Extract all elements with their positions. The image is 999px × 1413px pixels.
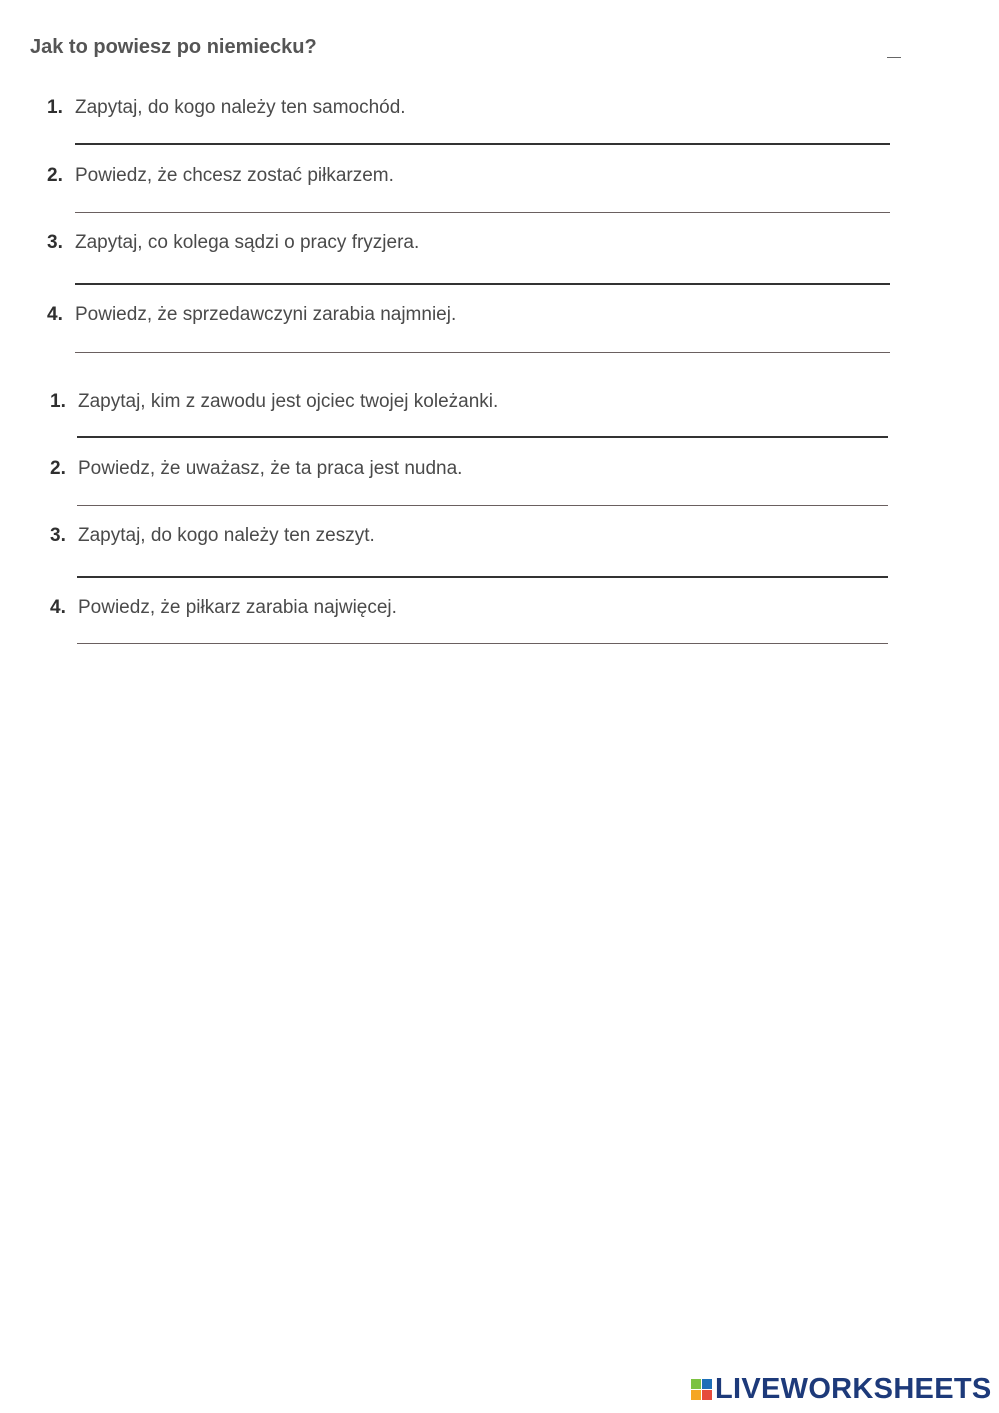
- logo-square-icon: [702, 1379, 712, 1389]
- answer-field-1-2[interactable]: [75, 212, 890, 213]
- logo-square-icon: [702, 1390, 712, 1400]
- question-number: 2.: [50, 458, 66, 479]
- question-number: 3.: [50, 525, 66, 546]
- question-text: Zapytaj, do kogo należy ten zeszyt.: [78, 525, 375, 546]
- question-number: 2.: [47, 165, 63, 186]
- liveworksheets-logo[interactable]: [691, 1373, 992, 1406]
- logo-grid-icon: [691, 1379, 712, 1400]
- logo-square-icon: [691, 1379, 701, 1389]
- question-text: Powiedz, że sprzedawczyni zarabia najmniej.: [75, 304, 457, 325]
- question-text: Zapytaj, co kolega sądzi o pracy fryzjera.: [75, 232, 420, 253]
- question-text: Powiedz, że piłkarz zarabia najwięcej.: [78, 597, 397, 618]
- question-text: Zapytaj, kim z zawodu jest ojciec twojej koleżanki.: [78, 391, 499, 412]
- question-text: Zapytaj, do kogo należy ten samochód.: [75, 97, 406, 118]
- question-number: 4.: [47, 304, 63, 325]
- question-text: Powiedz, że chcesz zostać piłkarzem.: [75, 165, 394, 186]
- answer-field-2-3[interactable]: [77, 576, 888, 578]
- logo-square-icon: [691, 1390, 701, 1400]
- question-number: 4.: [50, 597, 66, 618]
- page-title: Jak to powiesz po niemiecku?: [30, 36, 317, 58]
- corner-dash: [887, 57, 901, 58]
- question-number: 3.: [47, 232, 63, 253]
- brand-name: LIVEWORKSHEETS: [715, 1373, 992, 1405]
- question-text: Powiedz, że uważasz, że ta praca jest nudna.: [78, 458, 463, 479]
- question-number: 1.: [50, 391, 66, 412]
- answer-field-2-2[interactable]: [77, 505, 888, 506]
- answer-field-2-1[interactable]: [77, 436, 888, 438]
- answer-field-1-3[interactable]: [75, 283, 890, 285]
- answer-field-1-4[interactable]: [75, 352, 890, 353]
- answer-field-1-1[interactable]: [75, 143, 890, 145]
- answer-field-2-4[interactable]: [77, 643, 888, 644]
- question-number: 1.: [47, 97, 63, 118]
